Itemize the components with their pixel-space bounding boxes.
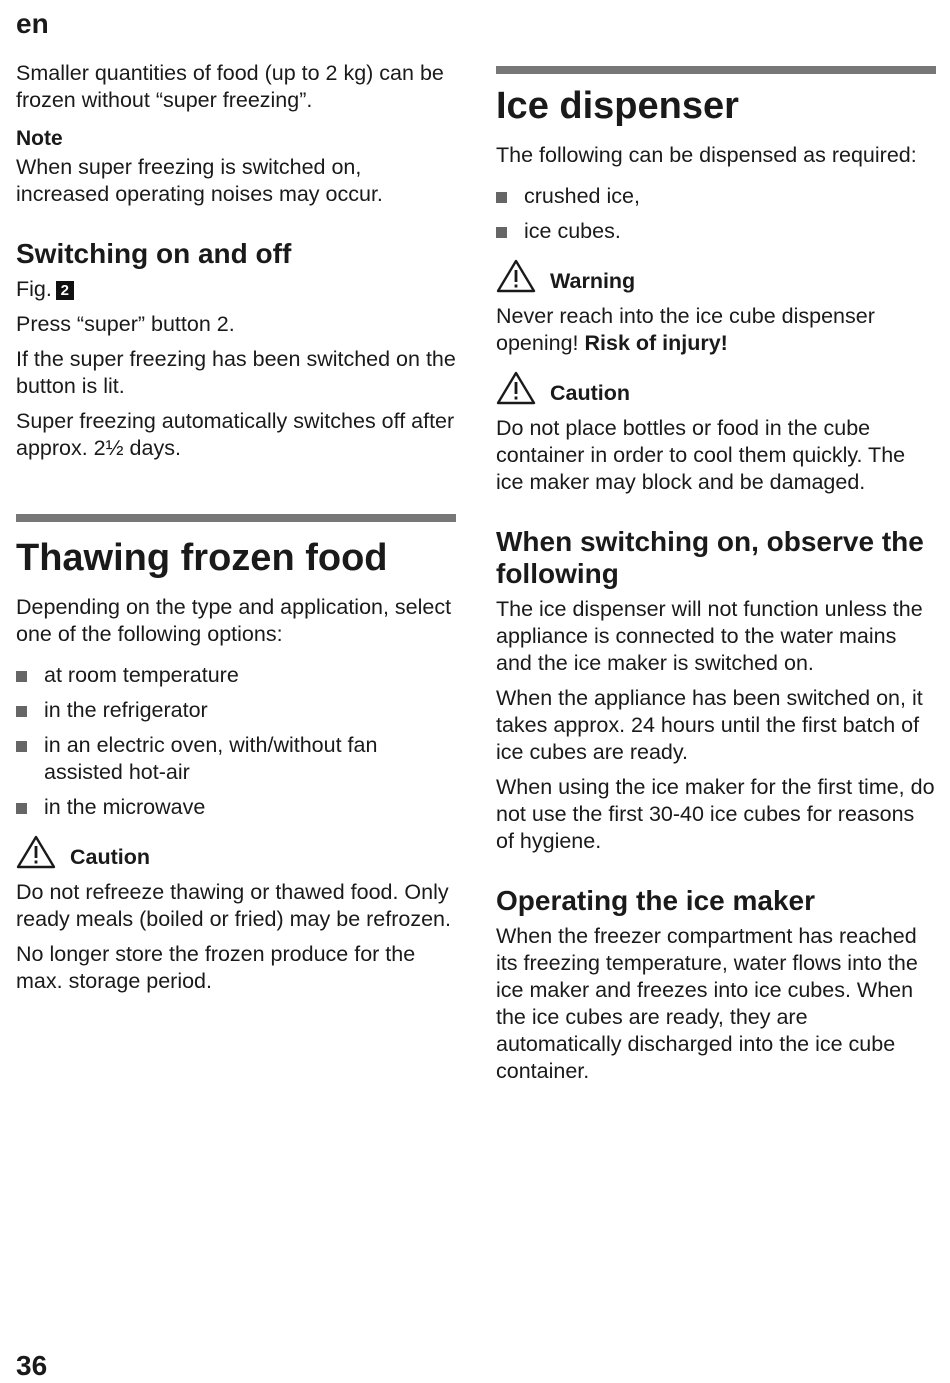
caution-header [496, 371, 936, 405]
list-item: ice cubes. [496, 218, 936, 245]
ice-intro: The following can be dispensed as required: [496, 143, 917, 167]
warning-emphasis: Risk of injury! [584, 331, 728, 355]
note-title: Note [16, 127, 63, 150]
bullet-icon [16, 706, 27, 717]
list-item: in an electric oven, with/without fan assisted hot-air [16, 732, 456, 786]
bullet-icon [496, 192, 507, 203]
warning-label: Warning [550, 269, 636, 293]
warning-text: Never reach into the ice cube dispenser opening! Risk of injury! [496, 304, 875, 355]
observe-heading: When switching on, observe the following [496, 526, 924, 589]
operating-heading: Operating the ice maker [496, 885, 816, 916]
figure-reference [16, 276, 456, 303]
list-item: at room temperature [16, 662, 456, 689]
switching-heading: Switching on and off [16, 238, 292, 269]
list-item: in the refrigerator [16, 697, 456, 724]
caution-header [16, 835, 456, 869]
observe-paragraph: The ice dispenser will not function unless the appliance is connected to the water mains and the ice maker is switched on. [496, 597, 923, 675]
section-rule [496, 66, 936, 74]
list-item: crushed ice, [496, 183, 936, 210]
caution-label: Caution [70, 845, 151, 869]
thawing-options-list [16, 662, 456, 821]
figure-label: Fig. [16, 277, 52, 301]
switching-lit-info: If the super freezing has been switched on the button is lit. [16, 347, 456, 398]
switching-step: Press “super” button 2. [16, 312, 235, 336]
list-item: in the microwave [16, 794, 456, 821]
dispense-options-list [496, 183, 936, 245]
section-rule [16, 514, 456, 522]
bullet-icon [16, 803, 27, 814]
left-column [16, 60, 456, 1003]
switching-auto-off: Super freezing automatically switches off after approx. 2½ days. [16, 409, 455, 460]
operating-paragraph: When the freezer compartment has reached its freezing temperature, water flows into the ice maker and freezes into ice cubes. When the ice cubes are ready, they are automatically discharged into the ice cube container. [496, 924, 918, 1083]
caution-text: Do not place bottles or food in the cube container in order to cool them quickly. The ice maker may block and be damaged. [496, 416, 906, 494]
observe-paragraph: When using the ice maker for the first time, do not use the first 30-40 ice cubes for reasons of hygiene. [496, 775, 935, 853]
warning-triangle-icon [496, 259, 536, 293]
bullet-icon [16, 671, 27, 682]
bullet-icon [16, 741, 27, 752]
observe-paragraph: When the appliance has been switched on, it takes approx. 24 hours until the first batch of ice cubes are ready. [496, 686, 923, 764]
intro-paragraph: Smaller quantities of food (up to 2 kg) can be frozen without “super freezing”. [16, 61, 444, 112]
ice-dispenser-heading: Ice dispenser [496, 85, 739, 127]
right-column [496, 66, 936, 1093]
page-number: 36 [16, 1350, 48, 1381]
note-text: When super freezing is switched on, increased operating noises may occur. [16, 155, 383, 206]
thawing-heading: Thawing frozen food [16, 537, 388, 579]
language-code: en [16, 8, 49, 39]
thawing-intro: Depending on the type and application, select one of the following options: [16, 595, 452, 646]
figure-number-box: 2 [56, 281, 74, 300]
caution-label: Caution [550, 381, 631, 405]
caution-storage: No longer store the frozen produce for the max. storage period. [16, 942, 416, 993]
bullet-icon [496, 227, 507, 238]
warning-triangle-icon [16, 835, 56, 869]
warning-header [496, 259, 936, 293]
warning-triangle-icon [496, 371, 536, 405]
caution-refreeze: Do not refreeze thawing or thawed food. Only ready meals (boiled or fried) may be refrozen. [16, 880, 451, 931]
